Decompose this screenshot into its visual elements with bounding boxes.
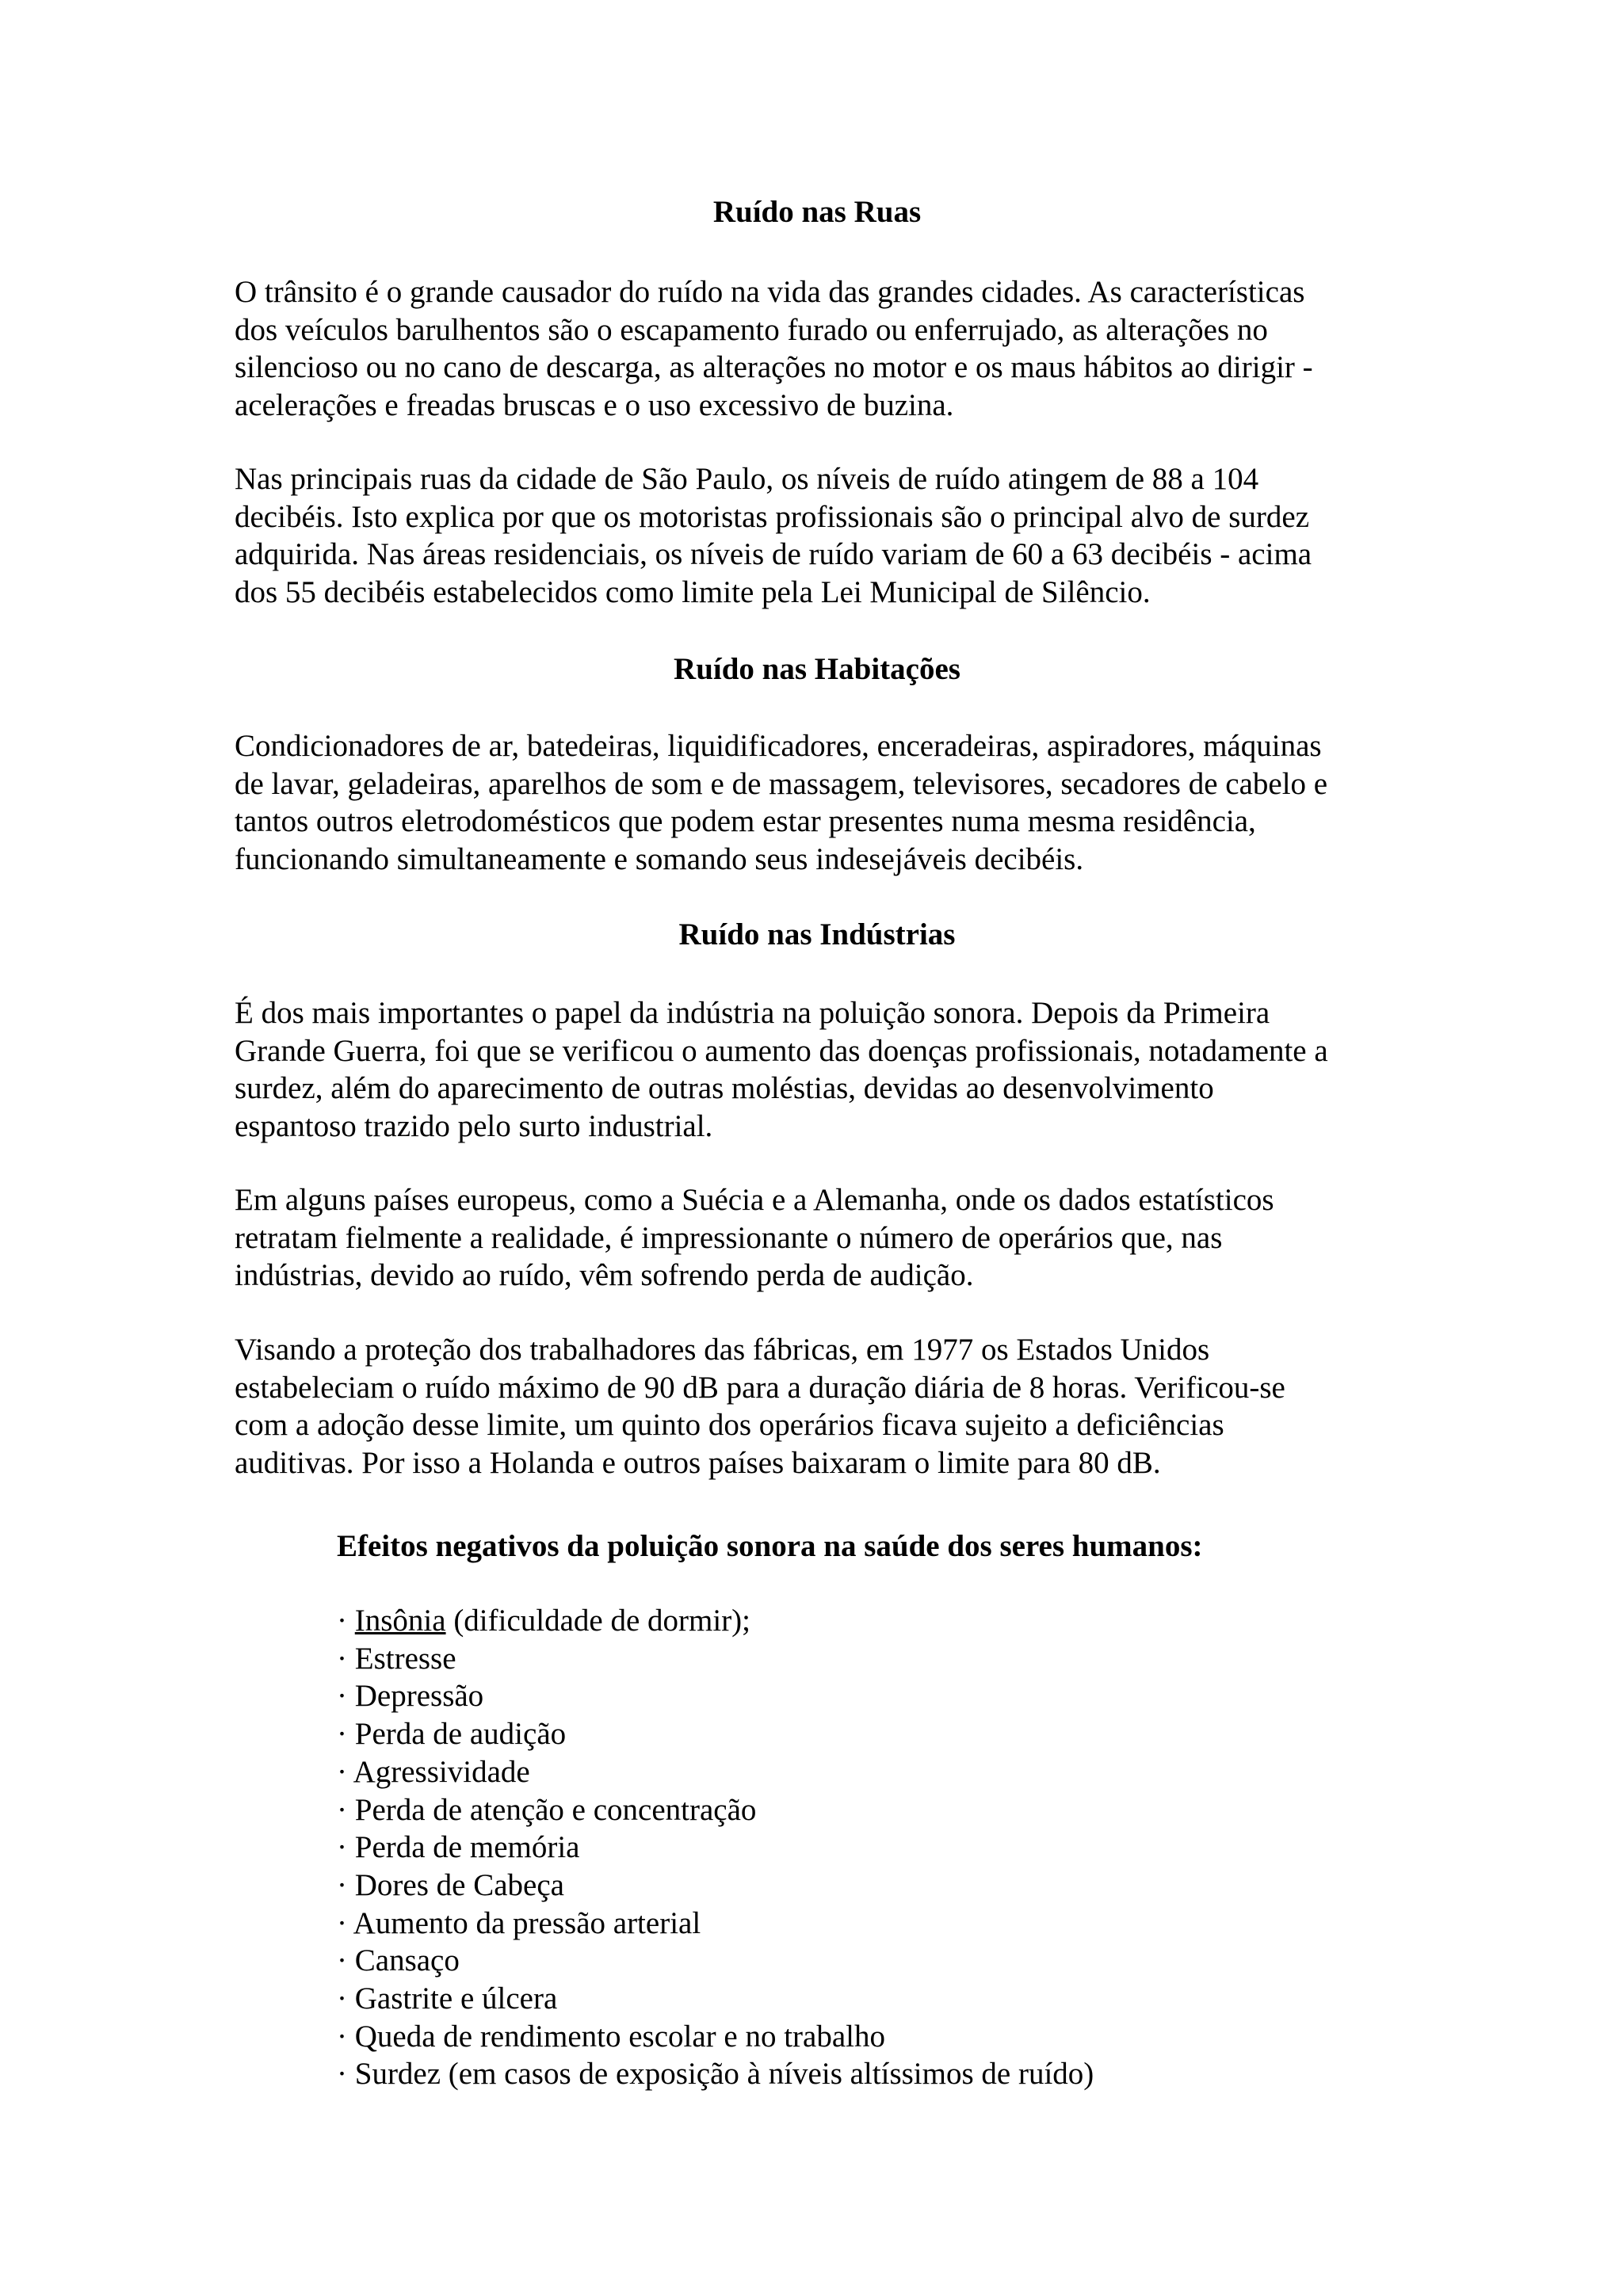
list-item-text: Perda de audição <box>354 1717 567 1752</box>
text-line: decibéis. Isto explica por que os motoristas profissionais são o principal alvo de surdez <box>235 499 1310 534</box>
text-line: indústrias, devido ao ruído, vêm sofrendo perda de audição. <box>235 1258 974 1292</box>
list-item-text: Agressividade <box>353 1754 530 1789</box>
text-line: funcionando simultaneamente e somando seus indesejáveis decibéis. <box>235 841 1084 876</box>
bullet: · <box>337 1981 355 2016</box>
text-line: Grande Guerra, foi que se verificou o aumento das doenças profissionais, notadamente a <box>235 1033 1328 1068</box>
text-line: Em alguns países europeus, como a Suécia e a Alemanha, onde os dados estatísticos <box>235 1183 1274 1217</box>
bullet: · <box>337 1641 355 1676</box>
list-item-text: Estresse <box>354 1641 456 1676</box>
text-line: de lavar, geladeiras, aparelhos de som e de massagem, televisores, secadores de cabelo e <box>235 766 1328 801</box>
bullet: · <box>337 1905 353 1940</box>
paragraph-eletrodomesticos <box>235 727 1415 878</box>
section-title-ruido-nas-habitacoes: Ruído nas Habitações <box>674 652 960 686</box>
text-line: Nas principais ruas da cidade de São Paulo, os níveis de ruído atingem de 88 a 104 <box>235 462 1259 496</box>
text-line: Condicionadores de ar, batedeiras, liquidificadores, enceradeiras, aspiradores, máquinas <box>235 729 1322 763</box>
list-item-text: Cansaço <box>354 1943 460 1978</box>
list-item-text: Dores de Cabeça <box>354 1867 564 1902</box>
insonia-link[interactable]: Insônia <box>354 1604 446 1638</box>
text-line: com a adoção desse limite, um quinto dos operários ficava sujeito a deficiências <box>235 1408 1224 1442</box>
list-item-text: (dificuldade de dormir); <box>445 1604 751 1638</box>
list-item <box>337 1640 1094 1678</box>
text-line: espantoso trazido pelo surto industrial. <box>235 1108 713 1143</box>
bullet: · <box>337 1679 355 1714</box>
section-title-ruido-nas-industrias: Ruído nas Indústrias <box>678 917 956 952</box>
text-line: adquirida. Nas áreas residenciais, os níveis de ruído variam de 60 a 63 decibéis - acima <box>235 537 1312 571</box>
paragraph-transito <box>235 273 1415 424</box>
text-line: dos veículos barulhentos são o escapamento furado ou enferrujado, as alterações no <box>235 312 1268 347</box>
list-item <box>337 1980 1094 2018</box>
section-title-ruido-nas-ruas: Ruído nas Ruas <box>712 195 922 229</box>
list-item <box>337 1791 1094 1829</box>
list-item <box>337 1677 1094 1715</box>
list-item-text: Perda de memória <box>354 1830 580 1865</box>
list-item-text: Surdez (em casos de exposição à níveis altíssimos de ruído) <box>354 2057 1094 2092</box>
list-item <box>337 2055 1094 2093</box>
paragraph-europa <box>235 1181 1415 1295</box>
text-line: dos 55 decibéis estabelecidos como limite pela Lei Municipal de Silêncio. <box>235 574 1151 609</box>
bullet: · <box>337 1604 355 1638</box>
bullet: · <box>337 2019 355 2054</box>
text-line: acelerações e freadas bruscas e o uso excessivo de buzina. <box>235 387 954 422</box>
text-line: O trânsito é o grande causador do ruído na vida das grandes cidades. As características <box>235 275 1305 309</box>
text-line: tantos outros eletrodomésticos que podem estar presentes numa mesma residência, <box>235 804 1256 838</box>
text-line: retratam fielmente a realidade, é impressionante o número de operários que, nas <box>235 1220 1223 1255</box>
text-line: silencioso ou no cano de descarga, as alterações no motor e os maus hábitos ao dirigir - <box>235 350 1313 384</box>
text-line: auditivas. Por isso a Holanda e outros países baixaram o limite para 80 dB. <box>235 1445 1161 1480</box>
effects-list <box>337 1602 1094 2093</box>
text-line: É dos mais importantes o papel da indústria na poluição sonora. Depois da Primeira <box>235 996 1270 1030</box>
list-item-text: Gastrite e úlcera <box>354 1981 558 2016</box>
paragraph-industria <box>235 994 1415 1145</box>
list-item <box>337 1829 1094 1867</box>
text-line: estabeleciam o ruído máximo de 90 dB para a duração diária de 8 horas. Verificou-se <box>235 1370 1285 1405</box>
list-item <box>337 1602 1094 1640</box>
list-item <box>337 1867 1094 1905</box>
list-item <box>337 1942 1094 1980</box>
paragraph-sao-paulo <box>235 460 1415 611</box>
bullet: · <box>337 1754 353 1789</box>
bullet: · <box>337 2057 355 2092</box>
paragraph-estados-unidos <box>235 1331 1415 1482</box>
effects-heading: Efeitos negativos da poluição sonora na saúde dos seres humanos: <box>337 1529 1203 1563</box>
list-item <box>337 1905 1094 1943</box>
list-item-text: Aumento da pressão arterial <box>353 1905 701 1940</box>
bullet: · <box>337 1943 355 1978</box>
list-item-text: Queda de rendimento escolar e no trabalho <box>354 2019 885 2054</box>
bullet: · <box>337 1830 355 1865</box>
list-item-text: Depressão <box>354 1679 484 1714</box>
text-line: Visando a proteção dos trabalhadores das fábricas, em 1977 os Estados Unidos <box>235 1333 1210 1367</box>
list-item <box>337 1753 1094 1791</box>
bullet: · <box>337 1792 355 1827</box>
bullet: · <box>337 1717 355 1752</box>
list-item <box>337 2018 1094 2056</box>
list-item-text: Perda de atenção e concentração <box>354 1792 757 1827</box>
bullet: · <box>337 1867 355 1902</box>
list-item <box>337 1715 1094 1753</box>
text-line: surdez, além do aparecimento de outras moléstias, devidas ao desenvolvimento <box>235 1071 1214 1105</box>
